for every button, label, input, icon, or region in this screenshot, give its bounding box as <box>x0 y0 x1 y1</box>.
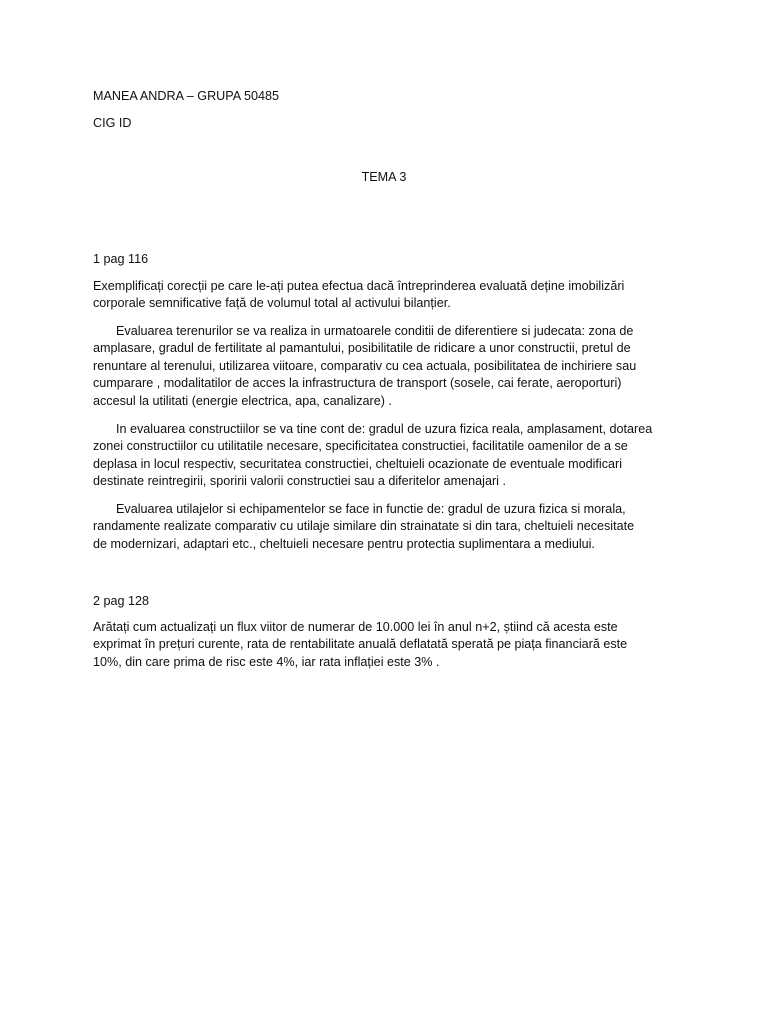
text-line: exprimat în prețuri curente, rata de rentabilitate anuală deflatată sperată pe piața financiară este <box>93 637 628 652</box>
text-line: corporale semnificative față de volumul total al activului bilanțier. <box>93 296 451 311</box>
text-line: de modernizari, adaptari etc., cheltuieli necesare pentru protectia suplimentara a mediului. <box>93 536 595 551</box>
answer-constructii <box>93 421 683 491</box>
text-line: destinate reintregirii, sporirii valorii constructiei sau a diferitelor amenajari . <box>93 474 506 489</box>
text-line: renuntare al terenului, utilizarea viitoare, comparativ cu cea actuala, posibilitatea de inchiriere sau <box>93 358 637 373</box>
text-line: randamente realizate comparativ cu utilaje similare din strainatate si din tara, cheltuieli necesitate <box>93 519 635 534</box>
text-line: 10%, din care prima de risc este 4%, iar rata inflației este 3% . <box>93 654 440 669</box>
section2-heading: 2 pag 128 <box>93 594 150 608</box>
text-line: deplasa in locul respectiv, securitatea constructiei, cheltuieli ocazionate de eventuale modificari <box>93 456 622 471</box>
text-line: zonei constructiilor cu utilitatile necesare, specificitatea constructiei, facilitatile oamenilor de a se <box>93 439 628 454</box>
text-line: Evaluarea utilajelor si echipamentelor se face in functie de: gradul de uzura fizica si morala, <box>116 502 626 516</box>
course-line: CIG ID <box>93 116 132 130</box>
section1-question <box>93 278 683 313</box>
text-line: accesul la utilitati (energie electrica, apa, canalizare) . <box>93 393 392 408</box>
text-line: cumparare , modalitatilor de acces la infrastructura de transport (sosele, cai ferate, aeroporturi) <box>93 376 622 391</box>
text-line: In evaluarea constructiilor se va tine cont de: gradul de uzura fizica reala, amplasament, dotarea <box>116 422 653 436</box>
text-line: Arătați cum actualizați un flux viitor de numerar de 10.000 lei în anul n+2, știind că acesta este <box>93 620 618 634</box>
text-line: amplasare, gradul de fertilitate al pamantului, posibilitatile de ridicare a unor constructii, pretul de <box>93 341 631 356</box>
answer-utilaje <box>93 501 683 553</box>
page-title: TEMA 3 <box>361 170 407 184</box>
answer-terenuri <box>93 323 683 410</box>
section2-question <box>93 619 683 671</box>
section1-heading: 1 pag 116 <box>93 252 149 266</box>
text-line: Evaluarea terenurilor se va realiza in urmatoarele conditii de diferentiere si judecata: zona de <box>116 324 634 338</box>
text-line: Exemplificați corecții pe care le-ați putea efectua dacă întreprinderea evaluată deține imobilizări <box>93 279 625 293</box>
author-line: MANEA ANDRA – GRUPA 50485 <box>93 89 279 103</box>
